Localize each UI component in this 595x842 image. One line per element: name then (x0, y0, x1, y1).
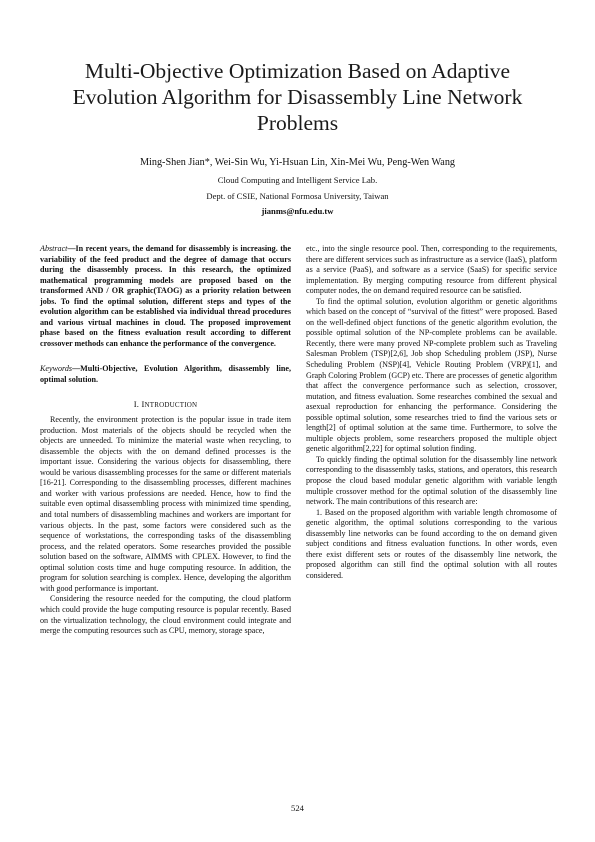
body-paragraph: To find the optimal solution, evolution algorithm or genetic algorithms which based on the concept of “survival of the fittest” were proposed. Based on the well-defined object functions of the genetic algorithm evolution, the possible optimal solution of the NP-complete problems can be available. Recently, there were many proved NP-complete problem such as Traveling Salesman Problem (TSP)[2,6], Job shop Scheduling problem (JSP), Nurse Scheduling Problem (NSP)[4], Vehicle Routing Problem (VRP)[1], and Graph Coloring Problem (GCP) etc. There are processes of genetic algorithm that affect the convergence performance such as selection, crossover, mutation, and fitness evaluation. Some researches combined the sexual and asexual reproduction for enhancing the performance. Considering the possible optimal solution, some researches tried to find the various sets or length[2] of optimal solution at the same time. Furthermore, to solve the multiple objects problem, some researchers proposed the multiple object genetic algorithm[2,22] for optimal solution finding. (306, 296, 557, 454)
affiliation-dept: Dept. of CSIE, National Formosa University, Taiwan (206, 191, 389, 201)
abstract-label: Abstract (40, 244, 68, 253)
body-paragraph: Considering the resource needed for the computing, the cloud platform which could provide the huge computing resource is popular recently. Based on the virtualization technology, the cloud environment could integrate and merge the computing resources such as CPU, memory, storage space, (40, 594, 291, 636)
section-number: I. (133, 398, 140, 409)
author-list: Ming-Shen Jian*, Wei-Sin Wu, Yi-Hsuan Lin, Xin-Mei Wu, Peng-Wen Wang (139, 157, 456, 168)
section-title-initial: I (141, 398, 145, 409)
section-title-rest: NTRODUCTION (144, 400, 198, 409)
body-paragraph: etc., into the single resource pool. Then, corresponding to the requirements, there are different services such as infrastructure as a service (IaaS), platform as a service (PaaS), and software as a service (SaaS) for specific service implementation. By merging computing resource from different physical computer nodes, the on demand required resource can be satisfied. (306, 244, 557, 296)
left-column (40, 244, 291, 637)
right-column (306, 244, 557, 582)
keywords-text: —Multi-Objective, Evolution Algorithm, disassembly line, optimal solution. (40, 364, 291, 385)
page-number: 524 (291, 803, 304, 813)
affiliation-lab: Cloud Computing and Intelligent Service Lab. (217, 175, 378, 185)
keywords-label: Keywords (40, 364, 73, 374)
section-heading-introduction (40, 399, 291, 411)
keywords (40, 364, 291, 385)
author-email: jianms@nfu.edu.tw (261, 206, 334, 216)
body-paragraph: Recently, the environment protection is the popular issue in trade item production. Most materials of the objects should be recycled when the objects are unneeded. To minimize the material waste when recycling, to disassemble the objects with the on demand defined processes is the important issue. Considering the various objects for disassembling, there would be various disassembling processes for the same or different materials [16-21]. Corresponding to the disassembling processes, different machines and worker with various professions are needed. Hence, how to find the suitable even optimal disassembling process with minimized time spending, and total numbers of disassembling machines and workers are important for various objects. In the past, some factors were considered such as the sequence of workstations, the corresponding tasks of the disassembling process, and the related operators. Some researches provided the possible solution based on the software, AIMMS with CPLEX. However, to find the optimal solution costs time and huge computing resource. In addition, the program for solution searching is complex. Hence, developing the algorithm with good performance is important. (40, 415, 291, 593)
abstract-text: —In recent years, the demand for disassembly is increasing. the variability of the feed product and the degree of damage that occurs during the disassembly process. In this research, the optimized mathematical programming models are proposed based on the transformed AND / OR graphic(TAOG) as a priority relation between jobs. To find the optimal solution, different steps and types of the evolution algorithm can be established via individual thread procedures and various virtual machines in cloud. The proposed improvement phase based on the fitness evaluation result according to different crossover methods can enhance the performance of the convergence. (40, 244, 291, 348)
body-paragraph: To quickly finding the optimal solution for the disassembly line network corresponding to the disassembly tasks, stations, and operators, this research propose the cloud based modular genetic algorithm with variable length multiple crossover method for the optimal solution of the disassembly line network. The main contributions of this research are: (306, 454, 557, 507)
abstract (40, 244, 291, 349)
body-paragraph: 1. Based on the proposed algorithm with variable length chromosome of genetic algorithm, the optimal solutions corresponding to the various disassembly line networks can be found according to the on demand given subject conditions and fitness evaluation functions. In other words, even there exist different sets or routes of the disassembly line network, the proposed algorithm can still find the optimal solution with all routes considered. (306, 507, 557, 580)
paper-title: Multi-Objective Optimization Based on Adaptive Evolution Algorithm for Disassembly Line Network Problems (72, 59, 523, 135)
